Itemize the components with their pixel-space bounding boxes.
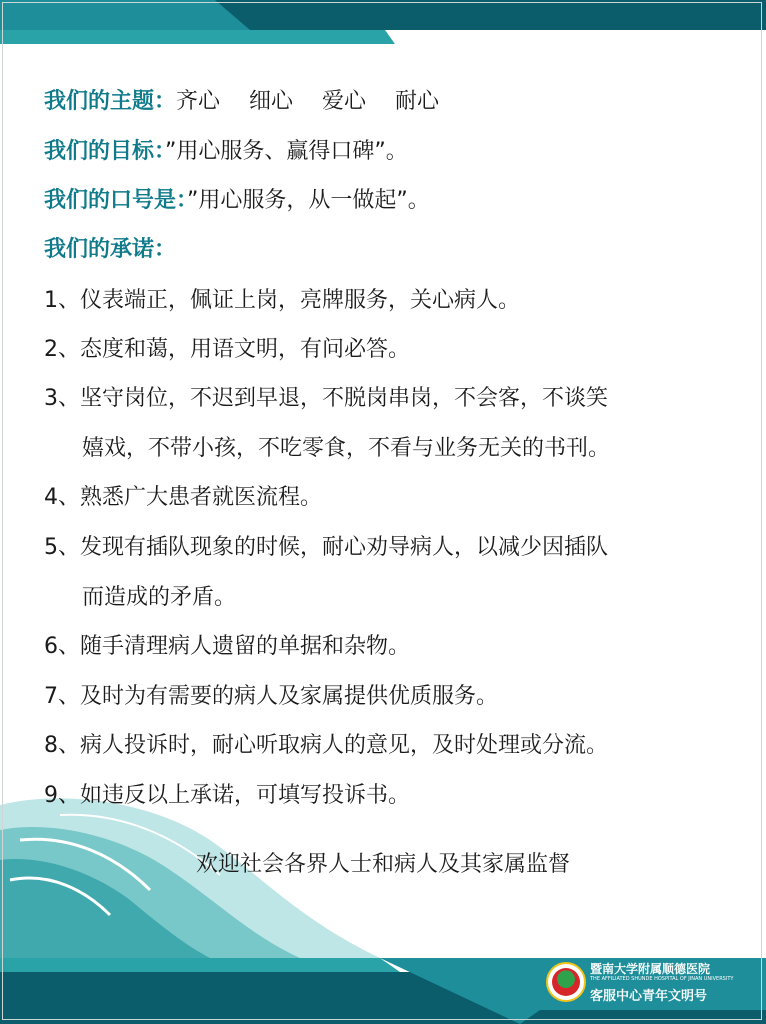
list-item [44, 632, 410, 662]
list-item-text: 及时为有需要的病人及家属提供优质服务。 [80, 684, 499, 709]
list-item [44, 682, 498, 712]
goal-value: ”用心服务、赢得口碑”。 [165, 139, 408, 164]
list-item-text: 发现有插队现象的时候，耐心劝导病人，以减少因插队 [80, 535, 609, 560]
closing-text: 欢迎社会各界人士和病人及其家属监督 [195, 852, 570, 877]
list-item-number: 7、 [44, 684, 80, 709]
list-item-number: 2、 [44, 337, 80, 362]
hospital-english-name: THE AFFILIATED SHUNDE HOSPITAL OF JINAN UNIVERSITY [590, 976, 734, 982]
list-item-text: 而造成的矛盾。 [82, 585, 237, 610]
list-item-text: 坚守岗位，不迟到早退，不脱岗串岗，不会客，不谈笑 [80, 386, 609, 411]
goal-line [44, 137, 408, 167]
theme-value: 齐心 细心 爱心 耐心 [176, 89, 439, 114]
list-item [44, 286, 520, 316]
list-item-text: 熟悉广大患者就医流程。 [80, 485, 323, 510]
list-item-continuation [82, 583, 236, 613]
promise-label: 我们的承诺： [44, 237, 177, 262]
goal-label: 我们的目标： [44, 139, 166, 164]
top-band-light [0, 30, 395, 44]
team-name: 客服中心青年文明号 [590, 989, 708, 1004]
list-item [44, 731, 608, 761]
list-item-text: 态度和蔼，用语文明，有问必答。 [80, 337, 411, 362]
bottom-band-edge [520, 1010, 766, 1024]
bottom-band-light [0, 958, 400, 972]
list-item-continuation [82, 434, 610, 464]
list-item [44, 483, 322, 513]
theme-label: 我们的主题： [44, 89, 177, 114]
hospital-name: 暨南大学附属顺德医院 [590, 962, 711, 976]
list-item [44, 335, 410, 365]
top-band-mid [0, 0, 250, 30]
list-item-text: 病人投诉时，耐心听取病人的意见，及时处理或分流。 [80, 733, 609, 758]
list-item-text: 嬉戏，不带小孩，不吃零食，不看与业务无关的书刊。 [82, 436, 611, 461]
list-item [44, 384, 608, 414]
slogan-line [44, 186, 430, 216]
theme-line [44, 87, 439, 117]
slogan-value: ”用心服务，从一做起”。 [187, 188, 430, 213]
list-item [44, 533, 608, 563]
list-item-number: 8、 [44, 733, 80, 758]
list-item-number: 4、 [44, 485, 80, 510]
list-item-text: 仪表端正，佩证上岗，亮牌服务，关心病人。 [80, 288, 521, 313]
list-item-number: 3、 [44, 386, 80, 411]
logo-emblem [552, 968, 580, 996]
hospital-logo-icon [546, 962, 586, 1002]
list-item [44, 781, 410, 811]
list-item-number: 1、 [44, 288, 80, 313]
promise-heading [44, 235, 176, 265]
list-item-number: 9、 [44, 783, 80, 808]
list-item-text: 随手清理病人遗留的单据和杂物。 [80, 634, 411, 659]
slogan-label: 我们的口号是： [44, 188, 188, 213]
footer-branding [546, 958, 746, 1008]
list-item-text: 如违反以上承诺，可填写投诉书。 [80, 783, 411, 808]
list-item-number: 5、 [44, 535, 80, 560]
list-item-number: 6、 [44, 634, 80, 659]
